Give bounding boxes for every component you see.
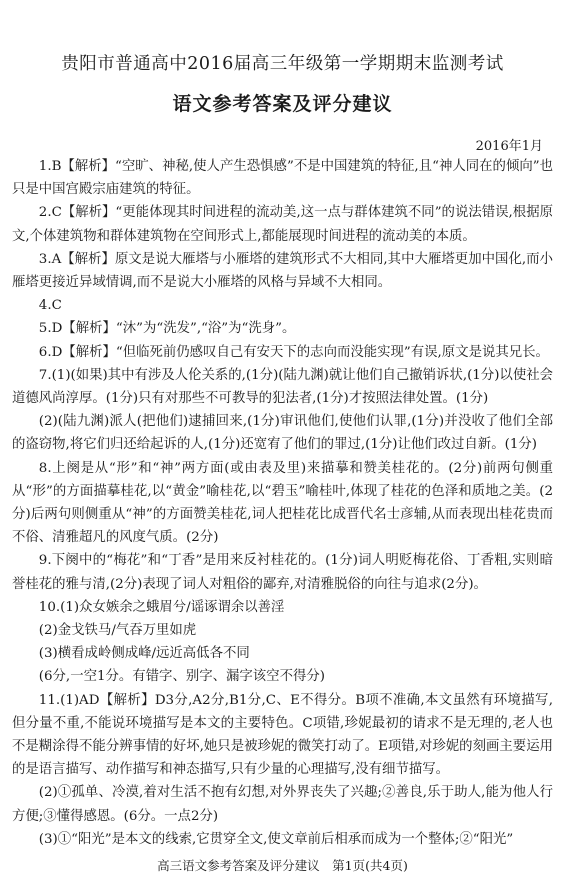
answer-q6: 6.D【解析】“但临死前仍感叹自己有安天下的志向而没能实现”有误,原文是说其兄长。 <box>38 344 549 360</box>
answer-q10-1: 10.(1)众女嫉余之蛾眉兮/谣诼谓余以善淫 <box>38 599 285 615</box>
answer-body <box>12 155 553 851</box>
document-subtitle: 语文参考答案及评分建议 <box>172 93 393 115</box>
answer-q3: 3.A【解析】原文是说大雁塔与小雁塔的建筑形式不大相同,其中大雁塔更加中国化,而小雁塔更接近异域情调,而不是说大小雁塔的风格与异域不大相同。 <box>12 251 553 291</box>
answer-q5: 5.D【解析】“沐”为“洗发”,“浴”为“洗身”。 <box>38 321 296 337</box>
answer-q11-1: 11.(1)AD【解析】D3分,A2分,B1分,C、E不得分。B项不准确,本文虽然有环境描写,但分量不重,不能说环境描写是本文的主要特色。C项错,珍妮最初的请求不是无理的,老人也不是糊涂得不能分辨事情的好坏,她只是被珍妮的微笑打动了。E项错,对珍妮的刻画主要运用的是语言描写、动作描写和神态描写,只有少量的心理描写,没有细节描写。 <box>12 692 553 778</box>
answer-q11-3: (3)①“阳光”是本文的线索,它贯穿全文,使文章前后相承而成为一个整体;②“阳光” <box>38 831 514 847</box>
page-footer: 高三语文参考答案及评分建议 第1页(共4页) <box>157 858 408 873</box>
document-date: 2016年1月 <box>475 139 543 154</box>
exam-title: 贵阳市普通高中2016届高三年级第一学期期末监测考试 <box>61 54 504 74</box>
answer-q4: 4.C <box>38 298 62 314</box>
answer-q11-2: (2)①孤单、冷漠,着对生活不抱有幻想,对外界丧失了兴趣;②善良,乐于助人,能为他人行方便;③懂得感恩。(6分。一点2分) <box>12 785 553 824</box>
answer-q7-1: 7.(1)(如果)其中有涉及人伦关系的,(1分)(陆九渊)就让他们自己撤销诉状,(1分)以使社会道德风尚淳厚。(1分)只有对那些不可教导的犯法者,(1分)才按照法律处置。(1分) <box>12 367 553 407</box>
answer-q1: 1.B【解析】“空旷、神秘,使人产生恐惧感”不是中国建筑的特征,且“神人同在的倾向”也只是中国宫殿宗庙建筑的特征。 <box>12 159 553 198</box>
answer-q2: 2.C【解析】“更能体现其时间进程的流动美,这一点与群体建筑不同”的说法错误,根据原文,个体建筑物和群体建筑物在空间形式上,都能展现时间进程的流动美的本质。 <box>12 205 553 244</box>
answer-q10-3: (3)横看成岭侧成峰/远近高低各不同 <box>38 646 250 662</box>
answer-q10-scoring: (6分,一空1分。有错字、别字、漏字该空不得分) <box>38 669 325 685</box>
answer-q10-2: (2)金戈铁马/气吞万里如虎 <box>38 623 197 639</box>
answer-q9: 9.下阕中的“梅花”和“丁香”是用来反衬桂花的。(1分)词人明贬梅花俗、丁香粗,实则暗誉桂花的雅与清,(2分)表现了词人对粗俗的鄙弃,对清雅脱俗的向往与追求(2分)。 <box>12 553 553 592</box>
answer-q7-2: (2)(陆九渊)派人(把他们)逮捕回来,(1分)审讯他们,使他们认罪,(1分)并没收了他们全部的盗窃物,将它们归还给起诉的人,(1分)还宽宥了他们的罪过,(1分)让他们改过自新。(1分) <box>12 414 553 453</box>
answer-q8: 8.上阕是从“形”和“神”两方面(或由表及里)来描摹和赞美桂花的。(2分)前两句侧重从“形”的方面描摹桂花,以“黄金”喻桂花,以“碧玉”喻桂叶,体现了桂花的色泽和质地之美。(2分)后两句则侧重从“神”的方面赞美桂花,词人把桂花比成晋代名士彦辅,从而表现出桂花贵而不俗、清雅超凡的风度气质。(2分) <box>12 460 553 546</box>
